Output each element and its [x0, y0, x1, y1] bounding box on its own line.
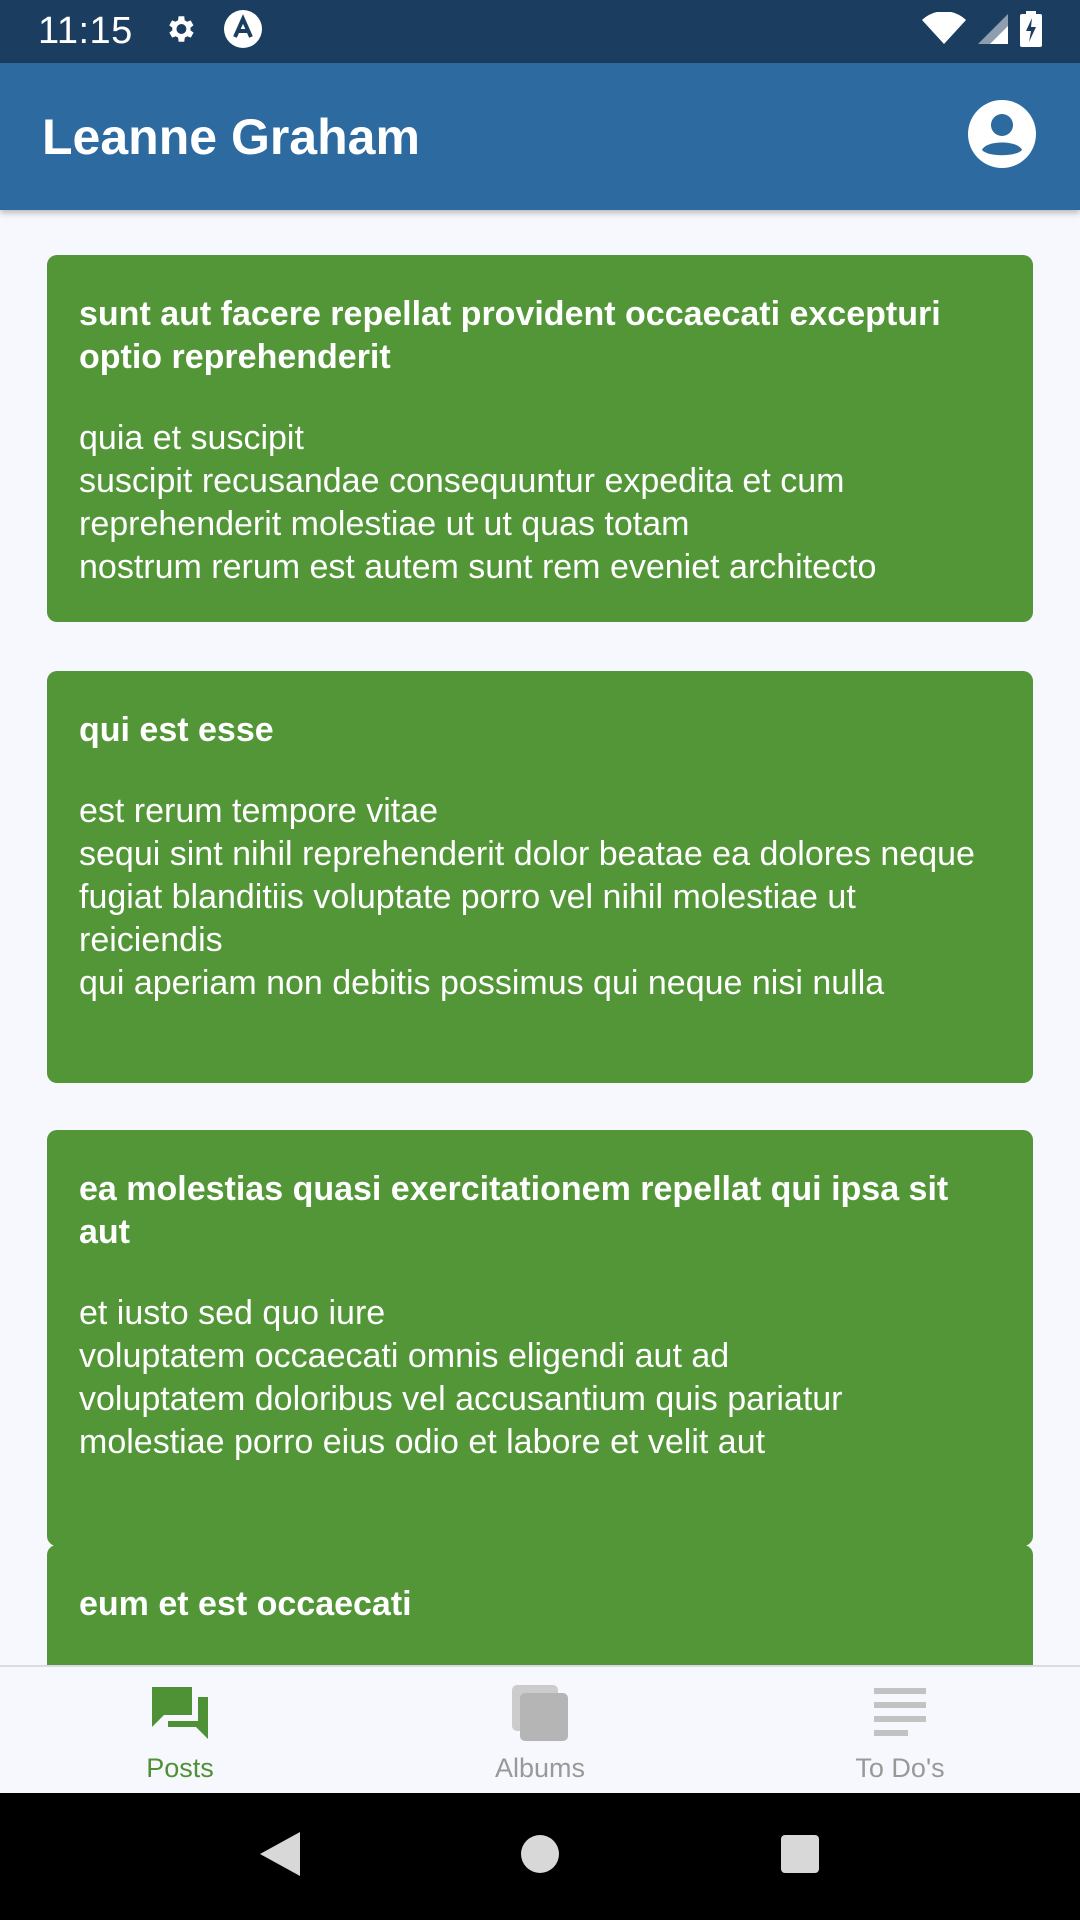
bottom-nav	[0, 1665, 1080, 1793]
tab-label: To Do's	[855, 1752, 945, 1783]
tab-label: Albums	[494, 1752, 586, 1783]
post-title: ea molestias quasi exercitationem repellat qui ipsa sit aut	[79, 1170, 949, 1251]
recents-square-icon	[779, 1833, 821, 1880]
post-body: quia et suscipit suscipit recusandae consequuntur expedita et cum reprehenderit molestiae ut ut quas totam nostrum rerum est autem sunt rem eveniet architecto	[79, 419, 877, 586]
tab-label: Posts	[146, 1752, 214, 1783]
recents-button[interactable]	[770, 1827, 830, 1887]
battery-charging-icon	[1020, 11, 1042, 52]
post-title: qui est esse	[79, 711, 274, 749]
forum-icon	[150, 1683, 210, 1743]
a-circle-icon	[223, 9, 263, 54]
back-button[interactable]	[250, 1827, 310, 1887]
post-card[interactable]	[47, 671, 1033, 1083]
library-icon	[510, 1683, 570, 1743]
post-body: et iusto sed quo iure voluptatem occaecati omnis eligendi aut ad voluptatem doloribus vel accusantium quis pariatur molestiae porro eius odio et labore et velit aut	[79, 1294, 843, 1461]
status-time: 11:15	[38, 10, 133, 52]
app-bar	[0, 63, 1080, 210]
home-button[interactable]	[510, 1827, 570, 1887]
home-circle-icon	[519, 1833, 561, 1880]
system-nav-bar	[0, 1793, 1080, 1920]
post-title: eum et est occaecati	[79, 1585, 412, 1623]
post-card[interactable]	[47, 1545, 1033, 1665]
tab-todos[interactable]	[720, 1667, 1080, 1793]
post-card[interactable]	[47, 1130, 1033, 1546]
list-icon	[870, 1683, 930, 1743]
post-body: est rerum tempore vitae sequi sint nihil reprehenderit dolor beatae ea dolores neque fugiat blanditiis voluptate porro vel nihil molestiae ut reiciendis qui aperiam non debitis possimus qui neque nisi nulla	[79, 792, 975, 1002]
posts-list[interactable]	[0, 210, 1080, 1665]
account-button[interactable]	[966, 101, 1038, 173]
post-card[interactable]	[47, 255, 1033, 622]
account-circle-icon	[968, 100, 1036, 173]
page-title: Leanne Graham	[42, 108, 420, 165]
gear-icon	[163, 12, 197, 51]
status-bar	[0, 0, 1080, 63]
post-title: sunt aut facere repellat provident occaecati excepturi optio reprehenderit	[79, 295, 941, 376]
tab-posts[interactable]	[0, 1667, 360, 1793]
tab-albums[interactable]	[360, 1667, 720, 1793]
back-triangle-icon	[258, 1830, 302, 1883]
signal-icon	[976, 12, 1010, 51]
wifi-icon	[922, 12, 966, 51]
